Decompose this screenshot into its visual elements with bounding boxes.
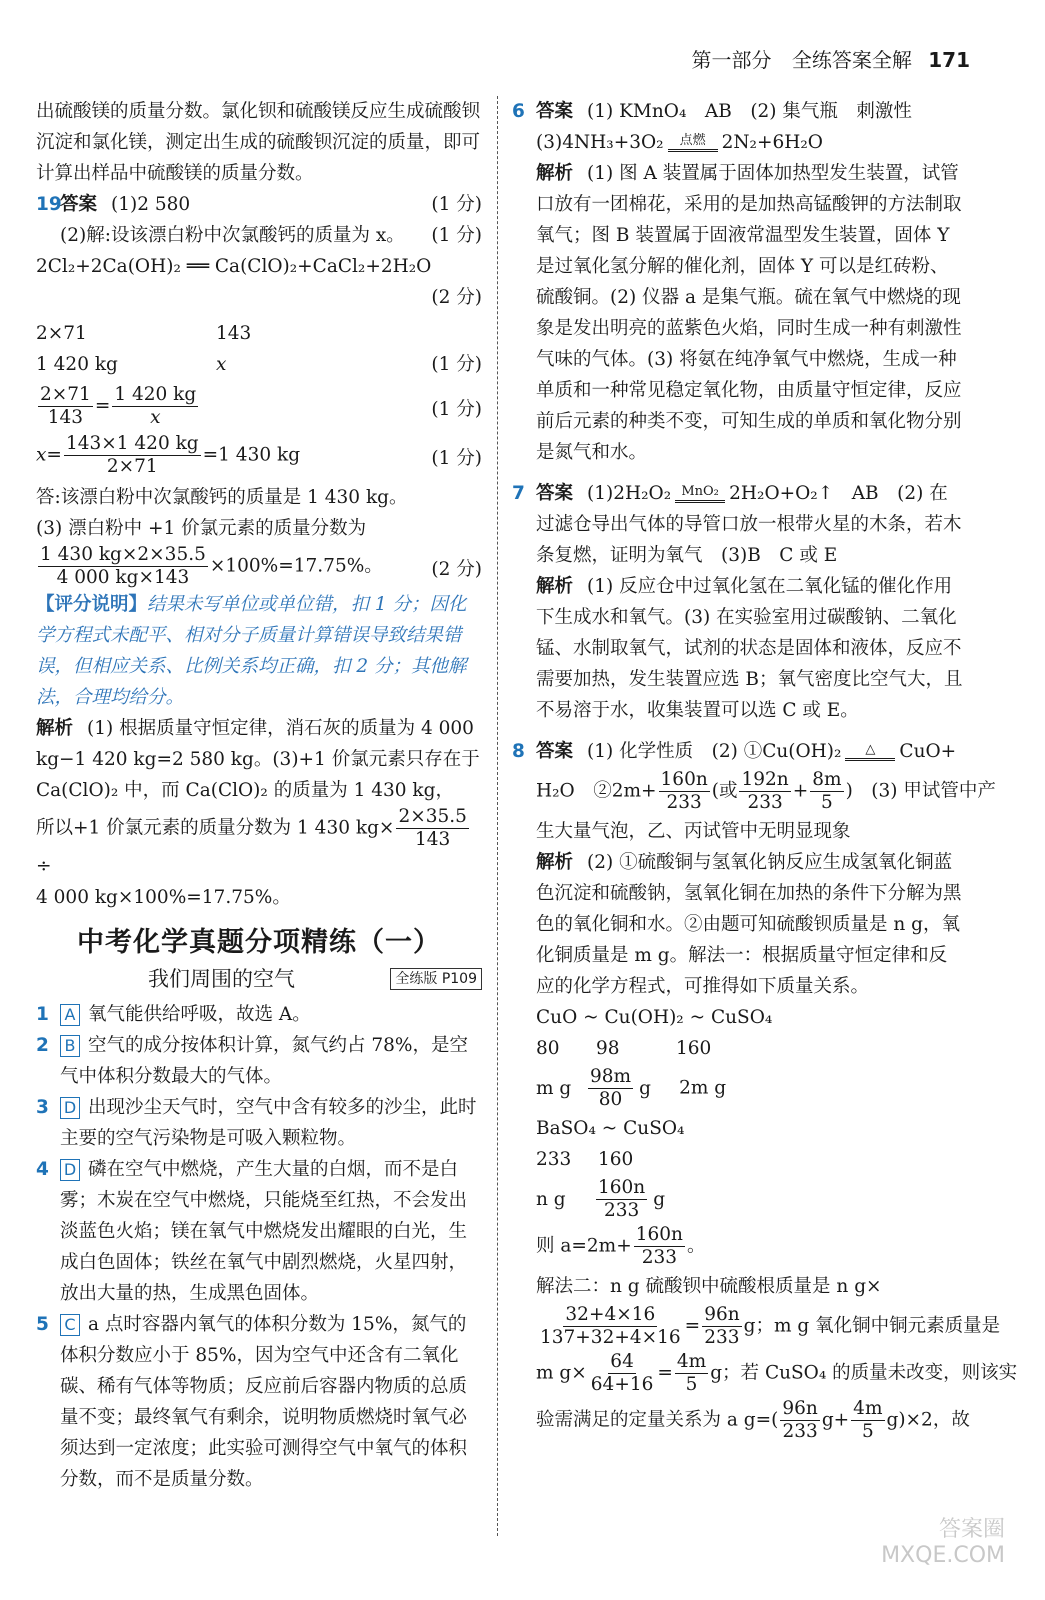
analysis-label: 解析 bbox=[536, 576, 574, 597]
item-number: 3 bbox=[36, 1097, 49, 1118]
unit-g: g bbox=[653, 1188, 666, 1210]
list-item bbox=[36, 1030, 482, 1092]
q7-number: 7 bbox=[512, 483, 525, 504]
fraction: $\frac{1 420 kg}{x}$ bbox=[114, 384, 197, 428]
answer-label: 答案 bbox=[536, 101, 574, 122]
method2-line2: g；m g 氧化铜中铜元素质量是 bbox=[743, 1315, 1001, 1337]
item-text: 磷在空气中燃烧，产生大量的白烟，而不是白雾；木炭在空气中燃烧，只能烧至红热，不会发出淡蓝色火焰；镁在氧气中燃烧发出耀眼的白光，生成白色固体；铁丝在氧气中剧烈燃烧，火星四射，放出大量的热，生成黑色固体。 bbox=[60, 1159, 468, 1304]
page-header bbox=[692, 44, 970, 73]
question-8 bbox=[512, 736, 1018, 1443]
fraction: $\frac{4m}{5}$ bbox=[853, 1398, 883, 1442]
score: (2 分) bbox=[431, 559, 482, 580]
list-item bbox=[36, 1092, 482, 1154]
answer-label: 答案 bbox=[60, 194, 98, 215]
equals-sign: = bbox=[657, 1362, 673, 1384]
page-ref-tag: 全练版 P109 bbox=[390, 968, 482, 990]
reaction-condition: 点燃 bbox=[679, 132, 706, 148]
right-column bbox=[512, 96, 1018, 1445]
scoring-note-tag: 【评分说明】 bbox=[36, 594, 148, 615]
fraction: $\frac{192n}{233}$ bbox=[741, 769, 789, 813]
then-post: 。 bbox=[686, 1235, 706, 1257]
option-badge: D bbox=[60, 1159, 80, 1181]
q7-analysis: (1) 反应仓中过氧化氢在二氧化锰的催化作用下生成水和氧气。(3) 在实验室用过碳酸钠、二氧化锰、水制取氧气，试剂的状态是固体和液体，反应不需要加热，发生装置应选 B；氧气密度比空气大，且不易溶于水，收集装置可以选 C 或 E。 bbox=[536, 576, 963, 721]
rel1-mass-a: m g bbox=[536, 1077, 572, 1099]
then-pre: 则 a=2m+ bbox=[536, 1235, 632, 1257]
q7-eq-left: (1)2H₂O₂ bbox=[587, 483, 672, 504]
rel2-mass-a: n g bbox=[536, 1188, 566, 1210]
item-number: 5 bbox=[36, 1314, 49, 1335]
subsection-title bbox=[36, 964, 482, 995]
q19-ratio-a: 2×71 bbox=[36, 323, 87, 344]
rel1-value: 80 bbox=[536, 1038, 560, 1059]
rel1-mass-c: 2m g bbox=[679, 1077, 727, 1099]
q7-line2: 过滤仓导出气体的导管口放一根带火星的木条，若木条复燃，证明为氧气 (3)B C 或 E bbox=[536, 514, 962, 566]
q8-line3: 生大量气泡，乙、丙试管中无明显现象 bbox=[536, 821, 851, 842]
option-badge: B bbox=[60, 1035, 80, 1057]
item-number: 1 bbox=[36, 1004, 49, 1025]
q8-line2-pre: H₂O ②2m+ bbox=[536, 780, 657, 802]
q8-line2-post: ) (3) 甲试管中产 bbox=[845, 780, 996, 802]
q8-eq-left: (1) 化学性质 (2) ①Cu(OH)₂ bbox=[587, 741, 842, 762]
plus-sign: + bbox=[792, 780, 809, 802]
rel2-value: 160 bbox=[598, 1149, 634, 1170]
q19-analysis1: (1) 根据质量守恒定律，消石灰的质量为 4 000 kg−1 420 kg=2 580 kg。(3)+1 价氯元素只存在于 Ca(ClO)₂ 中，而 Ca(ClO)₂ 的质量为 1 430 kg， bbox=[36, 718, 480, 801]
score: (1 分) bbox=[431, 225, 482, 246]
rel1-value: 160 bbox=[676, 1038, 712, 1059]
fraction: $\frac{160n}{233}$ bbox=[598, 1177, 646, 1221]
q8-analysis1: (2) ①硫酸铜与氢氧化钠反应生成氢氧化铜蓝色沉淀和硫酸钠，氢氧化铜在加热的条件下分解为黑色的氧化铜和水。②由题可知硫酸钡质量是 n g，氧化铜质量是 m g。解法一：根据质量守恒定律和反应的化学方程式，可推得如下质量关系。 bbox=[536, 852, 962, 997]
header-section: 第一部分 bbox=[691, 48, 772, 72]
column-divider bbox=[497, 96, 498, 1536]
fraction: $\frac{8m}{5}$ bbox=[812, 769, 842, 813]
fraction: $\frac{160n}{233}$ bbox=[635, 1224, 683, 1268]
list-item bbox=[36, 999, 482, 1030]
score: (1 分) bbox=[431, 448, 482, 469]
question-7 bbox=[512, 478, 964, 726]
score: (2 分) bbox=[431, 287, 482, 308]
option-badge: C bbox=[60, 1314, 80, 1336]
left-column bbox=[36, 96, 482, 1495]
fraction: $\frac{143\times 1 420 kg}{2\times 71}$ bbox=[65, 433, 199, 477]
section-title: 中考化学真题分项精练（一） bbox=[77, 927, 441, 958]
method2-line4-mid: g+ bbox=[821, 1409, 850, 1431]
q19-ratio-b: 143 bbox=[216, 323, 252, 344]
fraction: $\frac{64}{64+16}$ bbox=[590, 1351, 654, 1395]
item-number: 4 bbox=[36, 1159, 49, 1180]
method2-line1: 解法二：n g 硫酸钡中硫酸根质量是 n g× bbox=[536, 1276, 882, 1297]
q8-number: 8 bbox=[512, 741, 525, 762]
page-number: 171 bbox=[928, 48, 970, 72]
header-book: 全练答案全解 bbox=[791, 48, 912, 72]
watermark-logo: 答案圈 MXQE.COM bbox=[881, 1517, 1005, 1568]
q18-tail: 出硫酸镁的质量分数。氯化钡和硫酸镁反应生成硫酸钡沉淀和氯化镁，测定出生成的硫酸钡沉淀的质量，即可计算出样品中硫酸镁的质量分数。 bbox=[36, 101, 481, 184]
item-text: 出现沙尘天气时，空气中含有较多的沙尘，此时主要的空气污染物是可吸入颗粒物。 bbox=[60, 1097, 477, 1149]
q19-number: 19 bbox=[36, 194, 62, 215]
answer-label: 答案 bbox=[536, 483, 574, 504]
q8-line2-mid: (或 bbox=[711, 780, 738, 802]
rel1-value: 98 bbox=[596, 1038, 620, 1059]
scoring-note-text: 结果未写单位或单位错，扣 1 分；因化学方程式未配平、相对分子质量计算错误导致结果错误，但相应关系、比例关系均正确，扣 2 分；其他解法，合理均给分。 bbox=[36, 594, 467, 708]
fraction: $\frac{32+4\times 16}{137+32+4\times 16}$ bbox=[540, 1304, 681, 1348]
reaction-arrow bbox=[675, 483, 725, 503]
q6-eq-left: (3)4NH₃+3O₂ bbox=[536, 132, 664, 153]
fraction: $\frac{2\times 35.5}{143}$ bbox=[398, 806, 467, 850]
question-6 bbox=[512, 96, 964, 468]
q19-mass-a: 1 420 kg bbox=[36, 354, 118, 375]
list-item bbox=[36, 1309, 482, 1495]
x-label: x= bbox=[36, 444, 62, 466]
analysis-label: 解析 bbox=[36, 718, 74, 739]
method2-line3-pre: m g× bbox=[536, 1362, 587, 1384]
q19-line1: (1)2 580 bbox=[111, 194, 191, 215]
item-text: 空气的成分按体积计算，氮气约占 78%，是空气中体积分数最大的气体。 bbox=[60, 1035, 469, 1087]
q8-eq-right: CuO+ bbox=[899, 741, 957, 762]
divide-sign: ÷ bbox=[36, 856, 52, 877]
option-badge: D bbox=[60, 1097, 80, 1119]
q6-analysis: (1) 图 A 装置属于固体加热型发生装置，试管口放有一团棉花，采用的是加热高锰酸钾的方法制取氧气；图 B 装置属于固液常温型发生装置，固体 Y 是过氧化氢分解的催化剂，固体 Y 可以是红砖粉、硫酸铜。(2) 仪器 a 是集气瓶。硫在氧气中燃烧的现象是发出明亮的蓝紫色火焰，同时生成一种有刺激性气味的气体。(3) 将氨在纯净氧气中燃烧，生成一种单质和一种常见稳定氧化物，由质量守恒定律，反应前后元素的种类不变，可知生成的单质和氧化物分别是氮气和水。 bbox=[536, 163, 962, 463]
q19-analysis3: 4 000 kg×100%=17.75%。 bbox=[36, 887, 291, 908]
q19-equation: 2Cl₂+2Ca(OH)₂ ══ Ca(ClO)₂+CaCl₂+2H₂O bbox=[36, 256, 432, 277]
fraction: $\frac{160n}{233}$ bbox=[660, 769, 708, 813]
q19-analysis2: 所以+1 价氯元素的质量分数为 1 430 kg× bbox=[36, 817, 395, 839]
fraction: $\frac{96n}{233}$ bbox=[704, 1304, 740, 1348]
analysis-label: 解析 bbox=[536, 852, 574, 873]
reaction-arrow bbox=[845, 741, 895, 761]
score: (1 分) bbox=[431, 354, 482, 375]
rel2-value: 233 bbox=[536, 1149, 572, 1170]
question-19: 19答案 (1)2 580 (1 分) (2)解:设该漂白粉中次氯酸钙的质量为 x。 (1 分) 2Cl₂+2Ca(OH)₂ ══ Ca(ClO)₂+CaCl₂+2H₂O (2 分) 2×71 143 1 420 kg x (1 分) $\frac{2\times 71}{143}$ = $\frac{1 420 kg}{x}$ (1 分) x= $\frac{143\times 1 420 kg}{2\times 71}$ =1 430 kg (1 分) 答:该漂白粉中次氯酸钙的质量是 1 430 kg。 (3) 漂白粉中 +1 价氯元素的质量分数为 $\frac{1 430 kg\times 2\times 35.5}{4 000 kg\times 143}$ ×100%=17.75%。 (2 分) 【评分说明】结果未写单位或单位错，扣 1 分；因化学方程式未配平、相对分子质量计算错误导致结果错误，但相应关系、比例关系均正确，扣 2 分；其他解法，合理均给分。 解析 (1) 根据质量守恒定律，消石灰的质量为 4 000 kg−1 420 kg=2 580 kg。(3)+1 价氯元素只存在于 Ca(ClO)₂ 中，而 Ca(ClO)₂ 的质量为 1 430 kg， 所以+1 价氯元素的质量分数为 1 430 kg× $\frac{2\times 35.5}{143}$ ÷ 4 000 kg×100%=17.75%。 bbox=[36, 189, 482, 913]
analysis-label: 解析 bbox=[536, 163, 574, 184]
fraction: $\frac{4m}{5}$ bbox=[676, 1351, 707, 1395]
item-text: a 点时容器内氧气的体积分数为 15%，氮气的体积分数应小于 85%，因为空气中还含有二氧化碳、稀有气体等物质；反应前后容器内物质的总质量不变；最终氧气有剩余，说明物质燃烧时氧气必须达到一定浓度；此实验可测得空气中氧气的体积分数，而不是质量分数。 bbox=[60, 1314, 468, 1490]
q19-part3: (3) 漂白粉中 +1 价氯元素的质量分数为 bbox=[36, 518, 367, 539]
method2-line4-post: g)×2，故 bbox=[886, 1409, 970, 1431]
reaction-condition: △ bbox=[865, 741, 876, 757]
list-item bbox=[36, 1154, 482, 1309]
answer-label: 答案 bbox=[536, 741, 574, 762]
q19-mass-b: x bbox=[216, 354, 227, 375]
score: (1 分) bbox=[431, 399, 482, 420]
option-badge: A bbox=[60, 1004, 80, 1026]
reaction-arrow bbox=[668, 132, 718, 152]
mass-relation-1: CuO ~ Cu(OH)₂ ~ CuSO₄ bbox=[536, 1007, 773, 1028]
item-number: 2 bbox=[36, 1035, 49, 1056]
fraction: $\frac{2\times 71}{143}$ bbox=[40, 384, 91, 428]
q6-number: 6 bbox=[512, 101, 525, 122]
q19-part3-result: ×100%=17.75%。 bbox=[209, 555, 383, 577]
method2-line3-post: g；若 CuSO₄ 的质量未改变，则该实 bbox=[710, 1362, 1018, 1384]
score: (1 分) bbox=[431, 194, 482, 215]
q6-line1: (1) KMnO₄ AB (2) 集气瓶 刺激性 bbox=[587, 101, 912, 122]
reaction-condition: MnO₂ bbox=[681, 483, 719, 499]
q7-eq-right: 2H₂O+O₂↑ AB (2) 在 bbox=[729, 483, 948, 504]
equals-sign: = bbox=[684, 1315, 701, 1337]
item-list bbox=[36, 999, 482, 1495]
fraction: $\frac{1 430 kg\times 2\times 35.5}{4 000 kg\times 143}$ bbox=[40, 544, 206, 588]
unit-g: g bbox=[639, 1077, 651, 1099]
method2-line4-pre: 验需满足的定量关系为 a g=( bbox=[536, 1409, 779, 1431]
subsection-title-text: 我们周围的空气 bbox=[148, 967, 295, 991]
fraction: $\frac{98m}{80}$ bbox=[590, 1066, 632, 1110]
fraction: $\frac{96n}{233}$ bbox=[782, 1398, 818, 1442]
q6-eq-right: 2N₂+6H₂O bbox=[721, 132, 823, 153]
scoring-note bbox=[36, 589, 482, 713]
item-text: 氧气能供给呼吸，故选 A。 bbox=[88, 1004, 311, 1025]
mass-relation-2: BaSO₄ ~ CuSO₄ bbox=[536, 1118, 685, 1139]
q19-line2: (2)解:设该漂白粉中次氯酸钙的质量为 x。 bbox=[60, 225, 405, 246]
x-result: =1 430 kg bbox=[202, 444, 301, 466]
q19-answer-sentence: 答:该漂白粉中次氯酸钙的质量是 1 430 kg。 bbox=[36, 487, 408, 508]
